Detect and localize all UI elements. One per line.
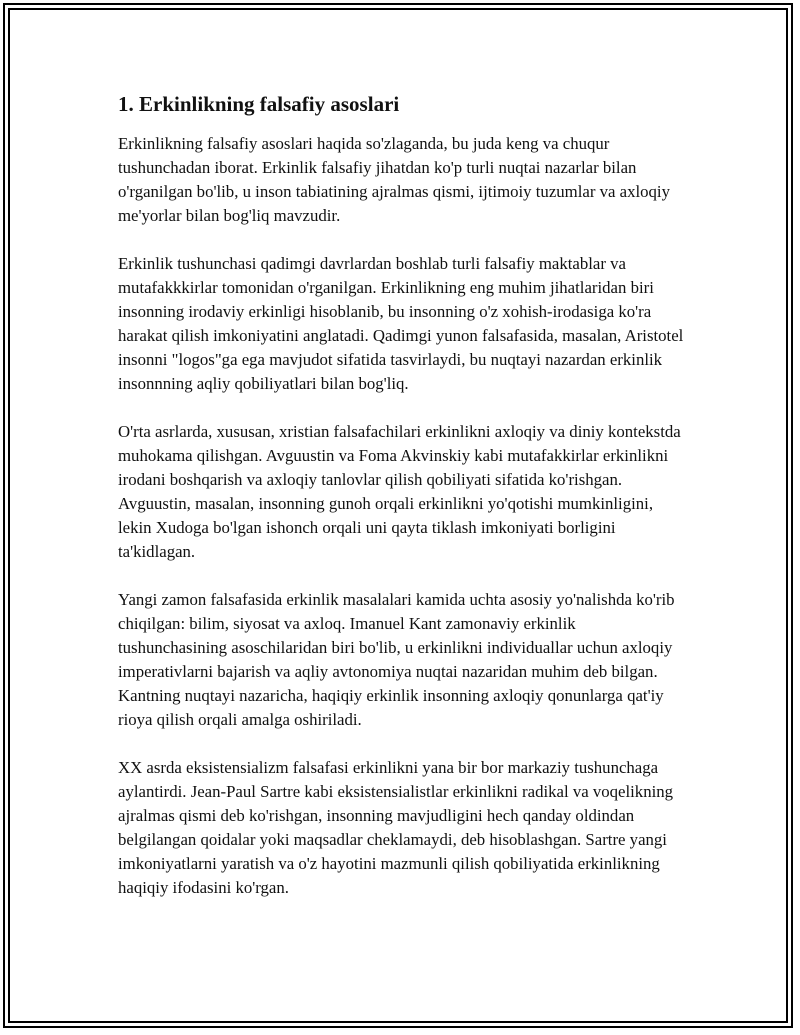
section-heading: 1. Erkinlikning falsafiy asoslari bbox=[118, 92, 400, 116]
document-body bbox=[118, 90, 688, 924]
paragraph-5: XX asrda eksistensializm falsafasi erkinlikni yana bir bor markaziy tushunchaga aylantirdi. Jean-Paul Sartre kabi eksistensialistlar erkinlikni radikal va voqelikning ajralmas qismi deb ko'rishgan, insonning mavjudligini hech qanday oldindan belgilangan qoidalar yoki maqsadlar cheklamaydi, deb hisoblashgan. Sartre yangi imkoniyatlarni yaratish va o'z hayotini mazmunli qilish qobiliyatida erkinlikning haqiqiy ifodasini ko'rgan. bbox=[118, 758, 674, 897]
paragraph-2: Erkinlik tushunchasi qadimgi davrlardan boshlab turli falsafiy maktablar va mutafakkkirlar tomonidan o'rganilgan. Erkinlikning eng muhim jihatlaridan biri insonning irodaviy erkinligi hisoblanib, bu insonning o'z xohish-irodasiga ko'ra harakat qilish imkoniyatini anglatadi. Qadimgi yunon falsafasida, masalan, Aristotel insonni "logos"ga ega mavjudot sifatida tasvirlaydi, bu nuqtayi nazardan erkinlik insonnning aqliy qobiliyatlari bilan bog'liq. bbox=[118, 254, 684, 393]
paragraph-4: Yangi zamon falsafasida erkinlik masalalari kamida uchta asosiy yo'nalishda ko'rib chiqilgan: bilim, siyosat va axloq. Imanuel Kant zamonaviy erkinlik tushunchasining asoschilaridan biri bo'lib, u erkinlikni individuallar uchun axloqiy imperativlarni bajarish va aqliy avtonomiya nuqtai nazaridan muhim deb bilgan. Kantning nuqtayi nazaricha, haqiqiy erkinlik insonning axloqiy qonunlarga qat'iy rioya qilish orqali amalga oshiriladi. bbox=[118, 590, 675, 729]
paragraph-3: O'rta asrlarda, xususan, xristian falsafachilari erkinlikni axloqiy va diniy kontekstda muhokama qilishgan. Avguustin va Foma Akvinskiy kabi mutafakkirlar erkinlikni irodani boshqarish va axloqiy tanlovlar qilish qobiliyati sifatida ko'rishgan. Avguustin, masalan, insonning gunoh orqali erkinlikni yo'qotishi mumkinligini, lekin Xudoga bo'lgan ishonch orqali uni qayta tiklash imkoniyati borligini ta'kidlagan. bbox=[118, 422, 681, 561]
paragraph-1: Erkinlikning falsafiy asoslari haqida so'zlaganda, bu juda keng va chuqur tushunchadan iborat. Erkinlik falsafiy jihatdan ko'p turli nuqtai nazarlar bilan o'rganilgan bo'lib, u inson tabiatining ajralmas qismi, ijtimoiy tuzumlar va axloqiy me'yorlar bilan bog'liq mavzudir. bbox=[118, 134, 670, 225]
